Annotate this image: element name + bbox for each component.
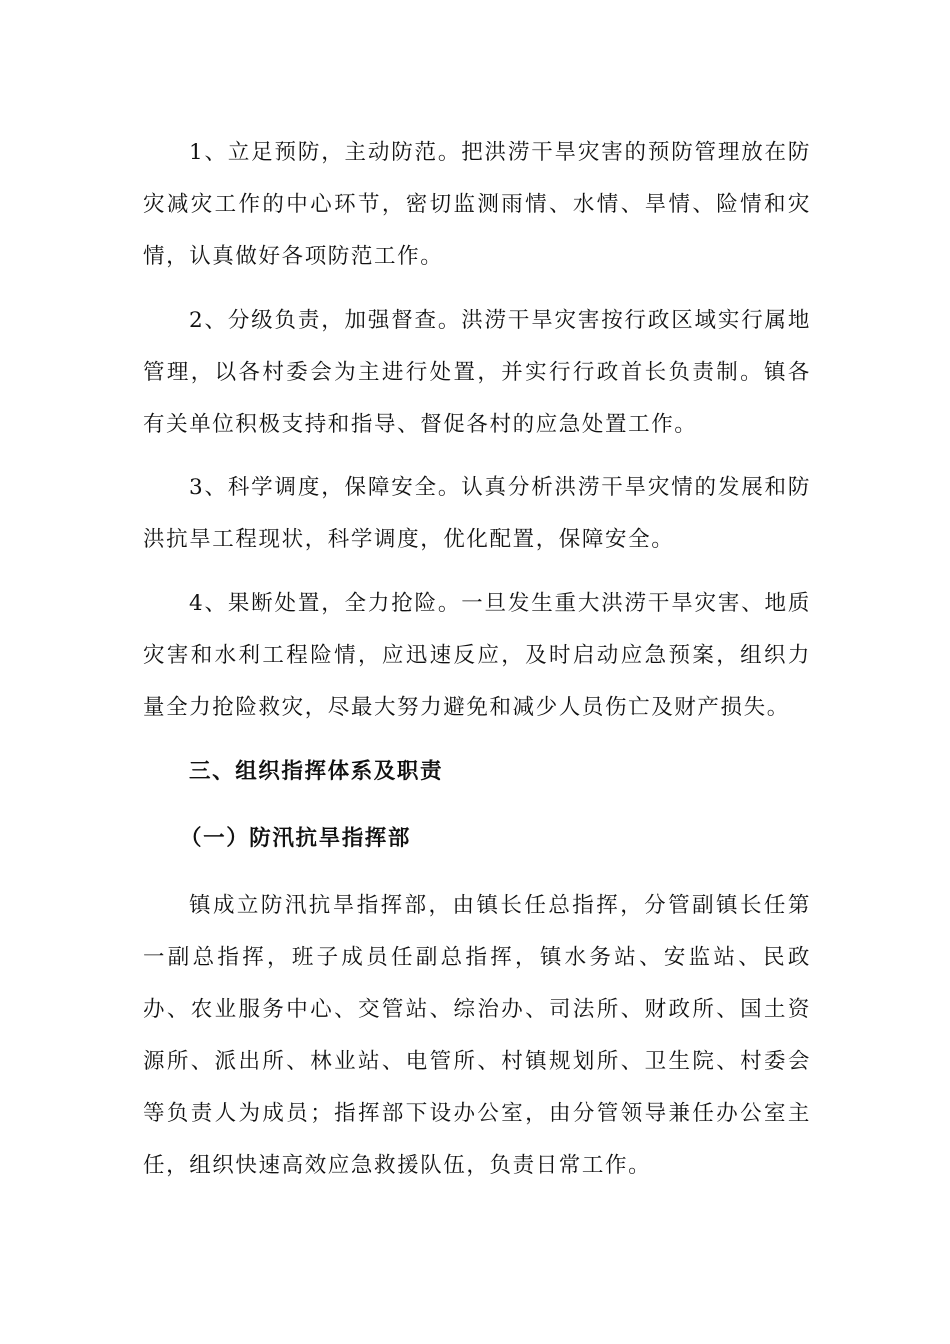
paragraph-principle-3: 3、科学调度，保障安全。认真分析洪涝干旱灾情的发展和防洪抗旱工程现状，科学调度，优化配置，保障安全。 xyxy=(143,475,811,552)
paragraph-principle-2: 2、分级负责，加强督查。洪涝干旱灾害按行政区域实行属地管理，以各村委会为主进行处置，并实行行政首长负责制。镇各有关单位积极支持和指导、督促各村的应急处置工作。 xyxy=(143,308,811,437)
paragraph-command-structure: 镇成立防汛抗旱指挥部，由镇长任总指挥，分管副镇长任第一副总指挥，班子成员任副总指挥，镇水务站、安监站、民政办、农业服务中心、交管站、综治办、司法所、财政所、国土资源所、派出所、林业站、电管所、村镇规划所、卫生院、村委会等负责人为成员；指挥部下设办公室，由分管领导兼任办公室主任，组织快速高效应急救援队伍，负责日常工作。 xyxy=(143,893,811,1178)
subsection-heading: （一）防汛抗旱指挥部 xyxy=(180,826,412,851)
paragraph-principle-4: 4、果断处置，全力抢险。一旦发生重大洪涝干旱灾害、地质灾害和水利工程险情，应迅速反应，及时启动应急预案，组织力量全力抢险救灾，尽最大努力避免和减少人员伤亡及财产损失。 xyxy=(143,591,811,720)
section-heading: 三、组织指挥体系及职责 xyxy=(189,759,444,784)
paragraph-principle-1: 1、立足预防，主动防范。把洪涝干旱灾害的预防管理放在防灾减灾工作的中心环节，密切监测雨情、水情、旱情、险情和灾情，认真做好各项防范工作。 xyxy=(143,140,811,269)
